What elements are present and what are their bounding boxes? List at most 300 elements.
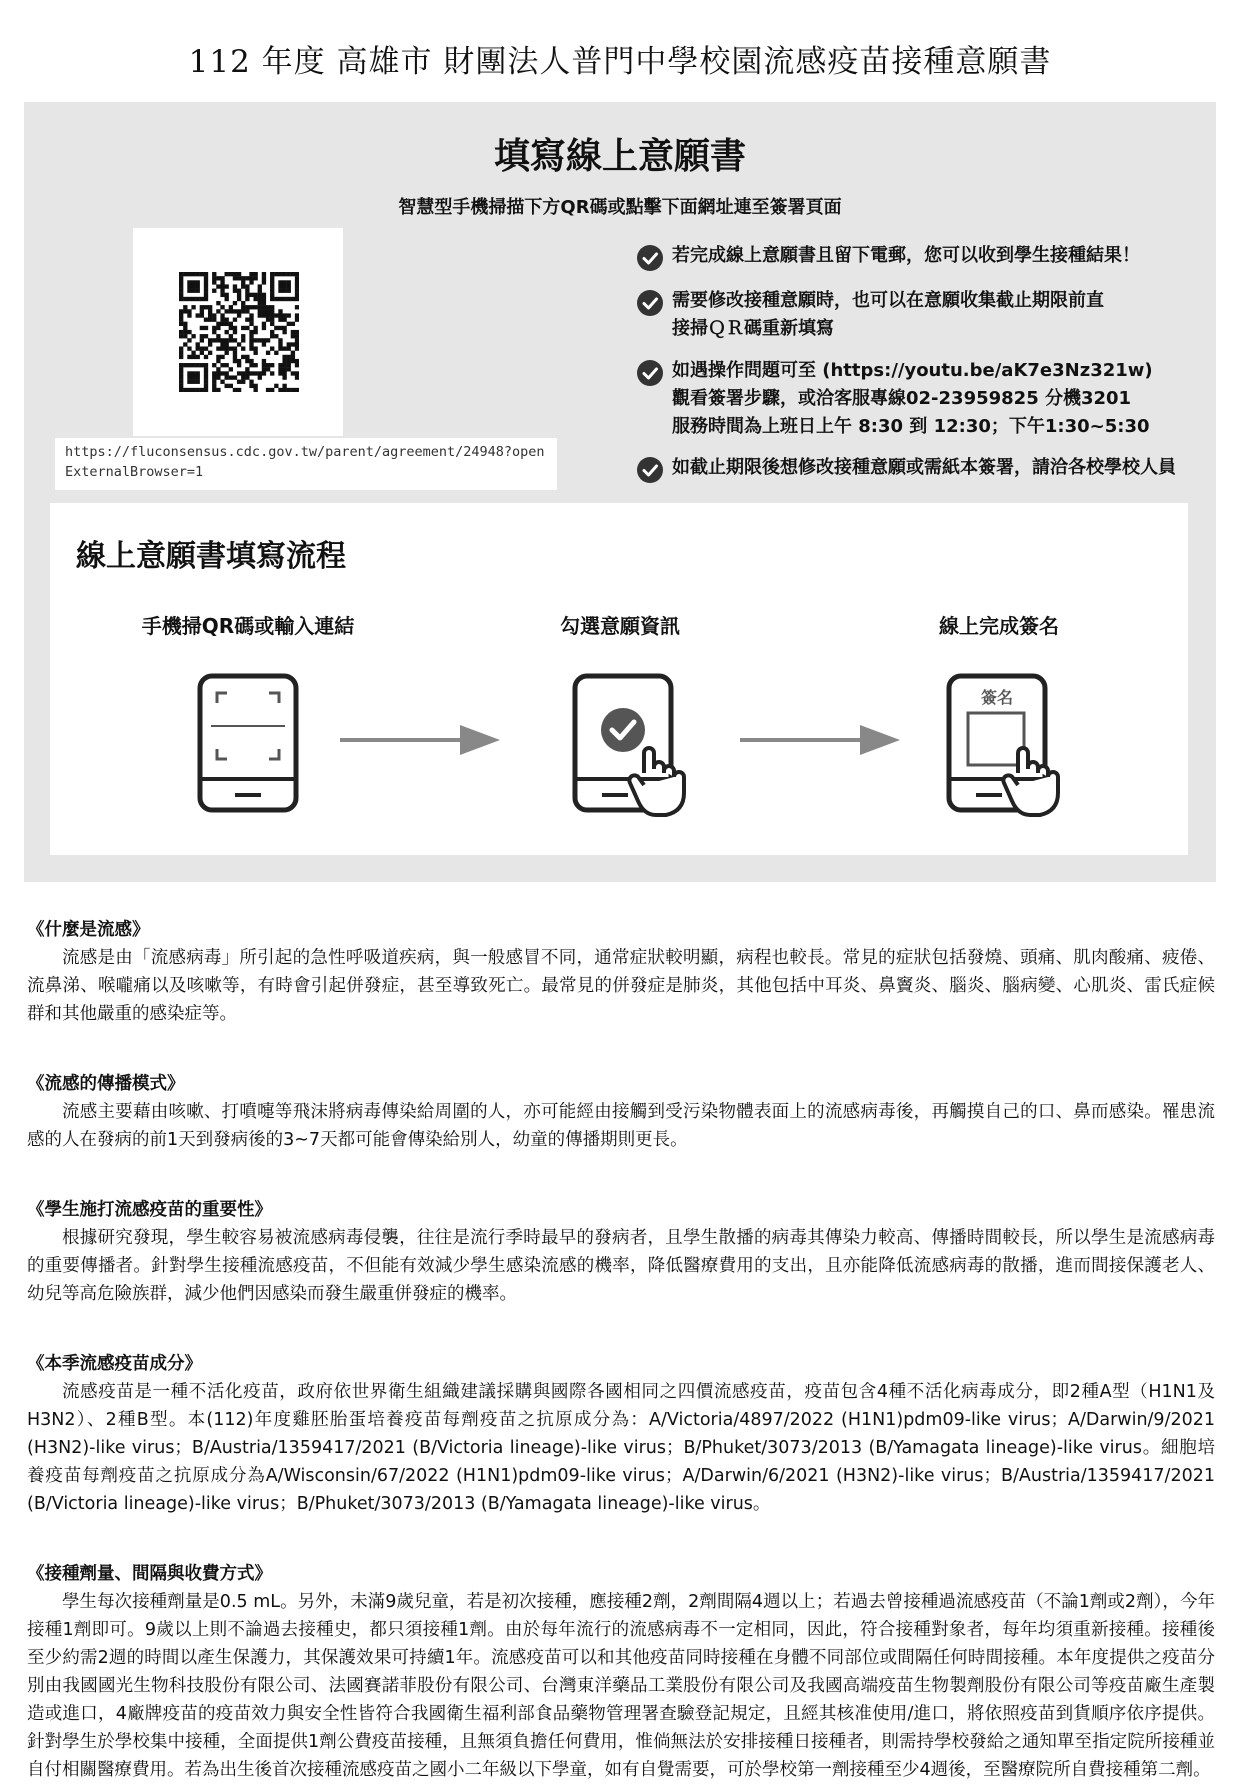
qr-module	[295, 318, 299, 322]
qr-module	[266, 367, 270, 371]
qr-module	[258, 375, 262, 379]
qr-module	[196, 272, 200, 276]
qr-module	[274, 351, 278, 355]
qr-module	[266, 338, 270, 342]
note-line: 觀看簽署步驟，或洽客服專線02-23959825 分機3201	[672, 388, 1132, 409]
qr-module	[216, 388, 220, 392]
qr-module	[183, 322, 187, 326]
qr-module	[229, 305, 233, 309]
qr-module	[187, 313, 191, 317]
qr-module	[262, 342, 266, 346]
qr-module	[270, 289, 274, 293]
qr-module	[266, 313, 270, 317]
check-circle-icon	[636, 244, 664, 272]
qr-module	[270, 305, 274, 309]
qr-module	[216, 355, 220, 359]
qr-module	[287, 289, 291, 293]
qr-module	[229, 322, 233, 326]
qr-module	[282, 318, 286, 322]
qr-module	[245, 318, 249, 322]
qr-module	[270, 334, 274, 338]
qr-module	[241, 375, 245, 379]
step-label-check: 勾選意願資訊	[560, 614, 680, 638]
qr-module	[208, 351, 212, 355]
qr-module	[278, 338, 282, 342]
qr-module	[179, 375, 183, 379]
qr-module	[212, 380, 216, 384]
qr-module	[187, 338, 191, 342]
qr-module	[241, 276, 245, 280]
qr-module	[191, 280, 195, 284]
qr-module	[258, 297, 262, 301]
qr-module	[241, 309, 245, 313]
qr-module	[282, 330, 286, 334]
qr-module	[179, 272, 183, 276]
qr-module	[187, 375, 191, 379]
qr-module	[229, 346, 233, 350]
qr-module	[295, 297, 299, 301]
qr-module	[262, 293, 266, 297]
qr-module	[196, 363, 200, 367]
qr-module	[212, 338, 216, 342]
qr-module	[216, 276, 220, 280]
qr-module	[196, 342, 200, 346]
qr-module	[216, 375, 220, 379]
qr-module	[208, 305, 212, 309]
consent-url-link[interactable]: https://fluconsensus.cdc.gov.tw/parent/agreement/24948?openExternalBrowser=1	[55, 438, 557, 490]
qr-module	[291, 272, 295, 276]
qr-module	[266, 388, 270, 392]
qr-module	[183, 363, 187, 367]
qr-module	[287, 346, 291, 350]
qr-module	[245, 326, 249, 330]
qr-module	[237, 293, 241, 297]
qr-module	[278, 280, 282, 284]
qr-module	[258, 289, 262, 293]
qr-module	[183, 297, 187, 301]
note-line: 如截止期限後想修改接種意願或需紙本簽署，請洽各校學校人員	[672, 457, 1176, 478]
qr-module	[295, 289, 299, 293]
section-text: 流感主要藉由咳嗽、打噴嚏等飛沫將病毒傳染給周圍的人，亦可能經由接觸到受污染物體表面上的流感病毒後，再觸摸自己的口、鼻而感染。罹患流感的人在發病的前1天到發病後的3~7天都可能會傳染給別人，幼童的傳播期則更長。	[27, 1102, 1215, 1150]
qr-module	[191, 334, 195, 338]
qr-module	[212, 384, 216, 388]
qr-module	[233, 375, 237, 379]
qr-module	[295, 375, 299, 379]
qr-module	[220, 293, 224, 297]
qr-module	[295, 334, 299, 338]
qr-module	[220, 305, 224, 309]
qr-module	[179, 355, 183, 359]
qr-module	[274, 313, 278, 317]
qr-module	[212, 313, 216, 317]
qr-module	[237, 371, 241, 375]
check-circle-icon	[636, 456, 664, 484]
qr-module	[237, 289, 241, 293]
qr-module	[258, 309, 262, 313]
qr-module	[179, 276, 183, 280]
qr-module	[291, 322, 295, 326]
qr-module	[179, 289, 183, 293]
phone-scan-icon	[197, 673, 299, 813]
qr-module	[287, 359, 291, 363]
phone-check-icon	[572, 673, 692, 823]
qr-module	[212, 272, 216, 276]
qr-module	[204, 276, 208, 280]
qr-module	[220, 380, 224, 384]
sign-label: 簽名	[980, 688, 1014, 707]
qr-module	[249, 342, 253, 346]
qr-module	[204, 297, 208, 301]
qr-module	[245, 371, 249, 375]
qr-module	[204, 346, 208, 350]
qr-module	[253, 351, 257, 355]
qr-module	[187, 280, 191, 284]
qr-module	[245, 293, 249, 297]
qr-module	[287, 280, 291, 284]
qr-module	[237, 380, 241, 384]
qr-module	[287, 355, 291, 359]
qr-module	[204, 355, 208, 359]
qr-module	[204, 284, 208, 288]
qr-module	[262, 313, 266, 317]
qr-module	[270, 313, 274, 317]
qr-module	[225, 293, 229, 297]
qr-module	[274, 272, 278, 276]
qr-module	[249, 330, 253, 334]
qr-module	[208, 309, 212, 313]
qr-module	[249, 371, 253, 375]
qr-module	[196, 371, 200, 375]
qr-module	[212, 326, 216, 330]
qr-module	[295, 330, 299, 334]
qr-module	[179, 280, 183, 284]
qr-module	[278, 289, 282, 293]
qr-module	[282, 371, 286, 375]
section-text: 學生每次接種劑量是0.5 mL。另外，未滿9歲兒童，若是初次接種，應接種2劑，2劑間隔4週以上；若過去曾接種過流感疫苗（不論1劑或2劑），今年接種1劑即可。9歲以上則不論過去接種史，都只須接種1劑。由於每年流行的流感病毒不一定相同，因此，符合接種對象者，每年均須重新接種。接種後至少約需2週的時間以產生保護力，其保護效果可持續1年。流感疫苗可以和其他疫苗同時接種在身體不同部位或間隔任何時間接種。本年度提供之疫苗分別由我國國光生物科技股份有限公司、法國賽諾菲股份有限公司、台灣東洋藥品工業股份有限公司及我國高端疫苗生物製劑股份有限公司等疫苗廠生產製造或進口，4廠牌疫苗的疫苗效力與安全性皆符合我國衛生福利部食品藥物管理署查驗登記規定，且經其核准使用/進口，將依照疫苗到貨順序依序提供。針對學生於學校集中接種，全面提供1劑公費疫苗接種，且無須負擔任何費用，惟倘無法於安排接種日接種者，則需持學校發給之通知單至指定院所接種並自付相關醫療費用。若為出生後首次接種流感疫苗之國小二年級以下學童，如有自覺需要，可於學校第一劑接種至少4週後，至醫療院所自費接種第二劑。	[27, 1592, 1215, 1780]
qr-module	[191, 351, 195, 355]
qr-code[interactable]	[133, 228, 343, 436]
qr-module	[191, 380, 195, 384]
qr-module	[225, 346, 229, 350]
qr-module	[262, 326, 266, 330]
qr-module	[216, 326, 220, 330]
qr-module	[196, 289, 200, 293]
qr-module	[249, 313, 253, 317]
qr-module	[187, 363, 191, 367]
qr-module	[270, 297, 274, 301]
qr-module	[262, 338, 266, 342]
qr-module	[287, 363, 291, 367]
qr-module	[233, 351, 237, 355]
qr-module	[229, 326, 233, 330]
section-text: 流感是由「流感病毒」所引起的急性呼吸道疾病，與一般感冒不同，通常症狀較明顯，病程也較長。常見的症狀包括發燒、頭痛、肌肉酸痛、疲倦、流鼻涕、喉嚨痛以及咳嗽等，有時會引起併發症，甚至導致死亡。最常見的併發症是肺炎，其他包括中耳炎、鼻竇炎、腦炎、腦病變、心肌炎、雷氏症候群和其他嚴重的感染症等。	[27, 948, 1215, 1024]
qr-module	[200, 309, 204, 313]
qr-module	[183, 272, 187, 276]
qr-module	[245, 355, 249, 359]
note-line: 需要修改接種意願時，也可以在意願收集截止期限前直	[672, 290, 1104, 311]
qr-module	[237, 342, 241, 346]
note-line: 接掃ＱＲ碼重新填寫	[672, 318, 834, 339]
qr-module	[204, 280, 208, 284]
qr-module	[204, 380, 208, 384]
qr-module	[225, 384, 229, 388]
qr-module	[220, 318, 224, 322]
qr-module	[179, 351, 183, 355]
qr-module	[187, 388, 191, 392]
qr-module	[270, 276, 274, 280]
qr-module	[196, 388, 200, 392]
qr-module	[237, 276, 241, 280]
qr-module	[204, 293, 208, 297]
qr-module	[249, 380, 253, 384]
qr-module	[233, 355, 237, 359]
qr-module	[241, 305, 245, 309]
qr-module	[225, 309, 229, 313]
section-heading: 《學生施打流感疫苗的重要性》	[27, 1200, 272, 1220]
qr-module	[245, 375, 249, 379]
qr-module	[270, 388, 274, 392]
qr-module	[253, 293, 257, 297]
qr-module	[282, 367, 286, 371]
qr-module	[196, 280, 200, 284]
qr-module	[233, 330, 237, 334]
qr-module	[187, 380, 191, 384]
qr-module	[262, 371, 266, 375]
qr-module	[200, 388, 204, 392]
qr-module	[225, 318, 229, 322]
qr-module	[191, 388, 195, 392]
qr-module	[196, 380, 200, 384]
qr-module	[258, 284, 262, 288]
qr-module	[258, 301, 262, 305]
section-heading: 《接種劑量、間隔與收費方式》	[27, 1564, 272, 1584]
qr-module	[179, 346, 183, 350]
qr-module	[253, 305, 257, 309]
qr-module	[179, 384, 183, 388]
qr-module	[278, 388, 282, 392]
qr-module	[196, 375, 200, 379]
qr-module	[212, 330, 216, 334]
qr-module	[237, 388, 241, 392]
check-circle-icon	[636, 359, 664, 387]
online-consent-title: 填寫線上意願書	[493, 136, 746, 177]
qr-module	[208, 342, 212, 346]
qr-module	[253, 276, 257, 280]
qr-module	[287, 284, 291, 288]
qr-module	[216, 346, 220, 350]
qr-module	[291, 297, 295, 301]
qr-module	[204, 305, 208, 309]
note-line: 如遇操作問題可至 (https://youtu.be/aK7e3Nz321w)	[672, 360, 1153, 381]
qr-module	[249, 363, 253, 367]
qr-module	[196, 313, 200, 317]
qr-module	[295, 276, 299, 280]
qr-module	[216, 371, 220, 375]
qr-module	[249, 318, 253, 322]
qr-module	[287, 297, 291, 301]
info-sections	[27, 916, 1215, 1784]
qr-module	[179, 380, 183, 384]
qr-module	[291, 371, 295, 375]
qr-module	[241, 334, 245, 338]
section-heading: 《本季流感疫苗成分》	[27, 1354, 202, 1374]
qr-module	[262, 309, 266, 313]
qr-module	[225, 322, 229, 326]
qr-module	[282, 272, 286, 276]
qr-module	[204, 384, 208, 388]
qr-module	[233, 338, 237, 342]
qr-module	[262, 359, 266, 363]
qr-module	[278, 309, 282, 313]
qr-module	[196, 355, 200, 359]
qr-module	[216, 338, 220, 342]
qr-module	[241, 371, 245, 375]
qr-code-icon	[179, 272, 299, 392]
qr-module	[274, 297, 278, 301]
qr-module	[282, 289, 286, 293]
qr-module	[278, 313, 282, 317]
qr-module	[204, 272, 208, 276]
qr-module	[225, 338, 229, 342]
qr-module	[262, 301, 266, 305]
qr-module	[212, 363, 216, 367]
qr-module	[233, 276, 237, 280]
qr-module	[249, 272, 253, 276]
qr-module	[245, 359, 249, 363]
qr-module	[187, 346, 191, 350]
qr-module	[187, 272, 191, 276]
qr-module	[220, 346, 224, 350]
qr-module	[204, 289, 208, 293]
qr-module	[253, 371, 257, 375]
qr-module	[196, 284, 200, 288]
qr-module	[249, 293, 253, 297]
qr-module	[295, 305, 299, 309]
qr-module	[204, 371, 208, 375]
qr-module	[204, 363, 208, 367]
qr-module	[216, 359, 220, 363]
qr-module	[179, 330, 183, 334]
qr-module	[187, 355, 191, 359]
qr-module	[249, 338, 253, 342]
section-heading: 《流感的傳播模式》	[27, 1074, 185, 1094]
qr-module	[179, 388, 183, 392]
qr-module	[187, 289, 191, 293]
qr-module	[200, 297, 204, 301]
qr-module	[225, 351, 229, 355]
qr-module	[287, 322, 291, 326]
qr-module	[208, 313, 212, 317]
qr-module	[233, 359, 237, 363]
qr-module	[278, 318, 282, 322]
qr-module	[291, 359, 295, 363]
qr-module	[237, 363, 241, 367]
qr-module	[183, 305, 187, 309]
qr-module	[220, 289, 224, 293]
qr-module	[253, 346, 257, 350]
qr-module	[270, 293, 274, 297]
qr-module	[282, 359, 286, 363]
qr-module	[216, 284, 220, 288]
qr-module	[220, 276, 224, 280]
qr-module	[253, 338, 257, 342]
qr-module	[266, 318, 270, 322]
qr-module	[216, 309, 220, 313]
qr-module	[183, 342, 187, 346]
qr-module	[233, 272, 237, 276]
qr-module	[295, 280, 299, 284]
qr-module	[249, 322, 253, 326]
qr-module	[258, 338, 262, 342]
qr-module	[229, 384, 233, 388]
qr-module	[287, 367, 291, 371]
qr-module	[208, 338, 212, 342]
qr-module	[233, 318, 237, 322]
qr-module	[291, 334, 295, 338]
qr-module	[229, 375, 233, 379]
qr-module	[282, 346, 286, 350]
qr-module	[241, 380, 245, 384]
qr-module	[191, 289, 195, 293]
qr-module	[212, 371, 216, 375]
qr-module	[191, 355, 195, 359]
qr-module	[191, 297, 195, 301]
qr-module	[220, 313, 224, 317]
qr-module	[241, 338, 245, 342]
qr-module	[225, 342, 229, 346]
qr-module	[200, 305, 204, 309]
qr-module	[270, 272, 274, 276]
flow-panel	[50, 503, 1188, 855]
qr-module	[262, 305, 266, 309]
qr-module	[237, 272, 241, 276]
qr-module	[216, 322, 220, 326]
qr-module	[225, 272, 229, 276]
flow-title: 線上意願書填寫流程	[76, 539, 346, 574]
qr-module	[179, 367, 183, 371]
qr-module	[249, 276, 253, 280]
qr-module	[270, 330, 274, 334]
qr-module	[233, 301, 237, 305]
qr-module	[233, 388, 237, 392]
qr-module	[220, 338, 224, 342]
qr-module	[295, 359, 299, 363]
qr-module	[258, 313, 262, 317]
qr-module	[249, 359, 253, 363]
qr-module	[287, 313, 291, 317]
qr-module	[266, 351, 270, 355]
qr-module	[204, 375, 208, 379]
qr-module	[262, 322, 266, 326]
qr-module	[278, 367, 282, 371]
qr-module	[179, 318, 183, 322]
qr-module	[282, 297, 286, 301]
qr-module	[282, 284, 286, 288]
qr-module	[179, 322, 183, 326]
qr-module	[241, 280, 245, 284]
qr-module	[187, 284, 191, 288]
qr-module	[204, 388, 208, 392]
qr-module	[212, 289, 216, 293]
qr-module	[220, 355, 224, 359]
qr-module	[225, 284, 229, 288]
qr-module	[278, 371, 282, 375]
qr-module	[295, 342, 299, 346]
qr-module	[295, 284, 299, 288]
qr-module	[282, 384, 286, 388]
online-consent-subtitle: 智慧型手機掃描下方QR碼或點擊下面網址連至簽署頁面	[398, 197, 842, 218]
qr-module	[249, 305, 253, 309]
